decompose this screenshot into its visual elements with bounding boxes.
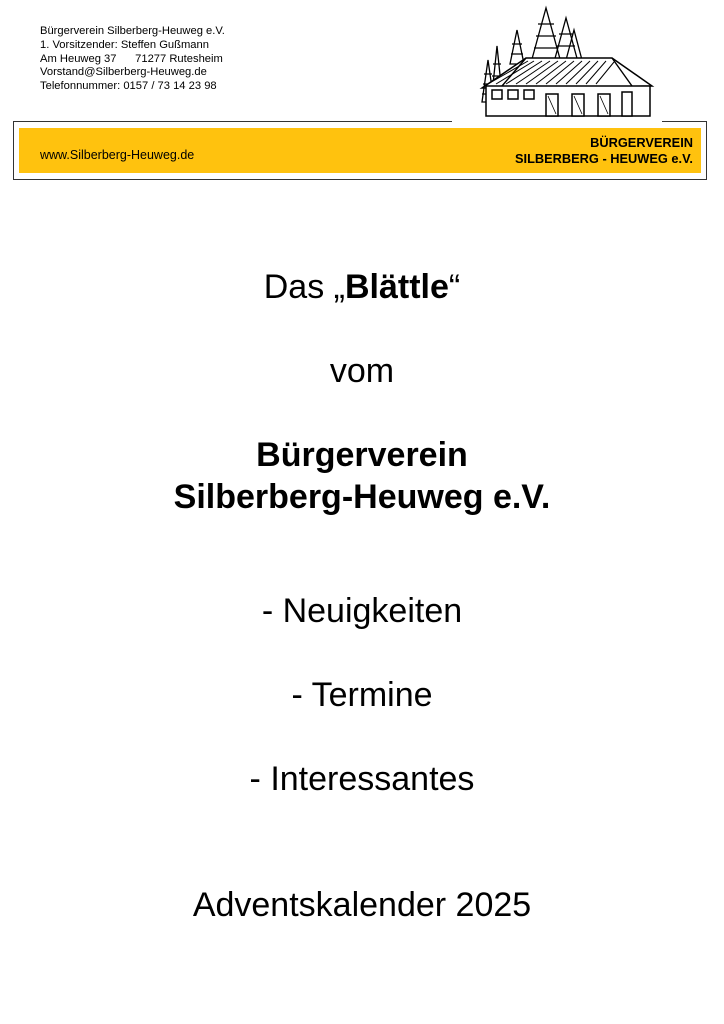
clubhouse-with-trees-icon <box>462 4 662 126</box>
org-name-line-2: Silberberg-Heuweg e.V. <box>173 478 551 516</box>
address-line: Bürgerverein Silberberg-Heuweg e.V. <box>40 25 225 37</box>
title-prefix: Das „ <box>263 268 345 306</box>
title-line-2: vom <box>329 352 395 390</box>
title-line-1 <box>0 268 724 307</box>
address-line: Telefonnummer: 0157 / 73 14 23 98 <box>40 80 217 93</box>
address-line: Vorstand@Silberberg-Heuweg.de <box>40 66 207 79</box>
org-name-line-1: Bürgerverein <box>256 436 468 474</box>
title-name: Blättle <box>344 268 449 306</box>
topic-item: - Neuigkeiten <box>261 592 463 630</box>
brand-line-1: BÜRGERVEREIN <box>590 135 693 150</box>
brand-text <box>515 135 693 167</box>
topic-item: - Interessantes <box>249 760 475 798</box>
topic-item: - Termine <box>291 676 433 714</box>
brand-line-2: SILBERBERG - HEUWEG e.V. <box>514 151 693 166</box>
address-block <box>40 25 225 94</box>
address-line: 1. Vorsitzender: Steffen Gußmann <box>40 38 209 51</box>
address-line: Am Heuweg 37 71277 Rutesheim <box>40 52 223 65</box>
website-link[interactable]: www.Silberberg-Heuweg.de <box>40 148 195 162</box>
footer-title: Adventskalender 2025 <box>192 886 532 924</box>
title-suffix: “ <box>448 268 461 306</box>
